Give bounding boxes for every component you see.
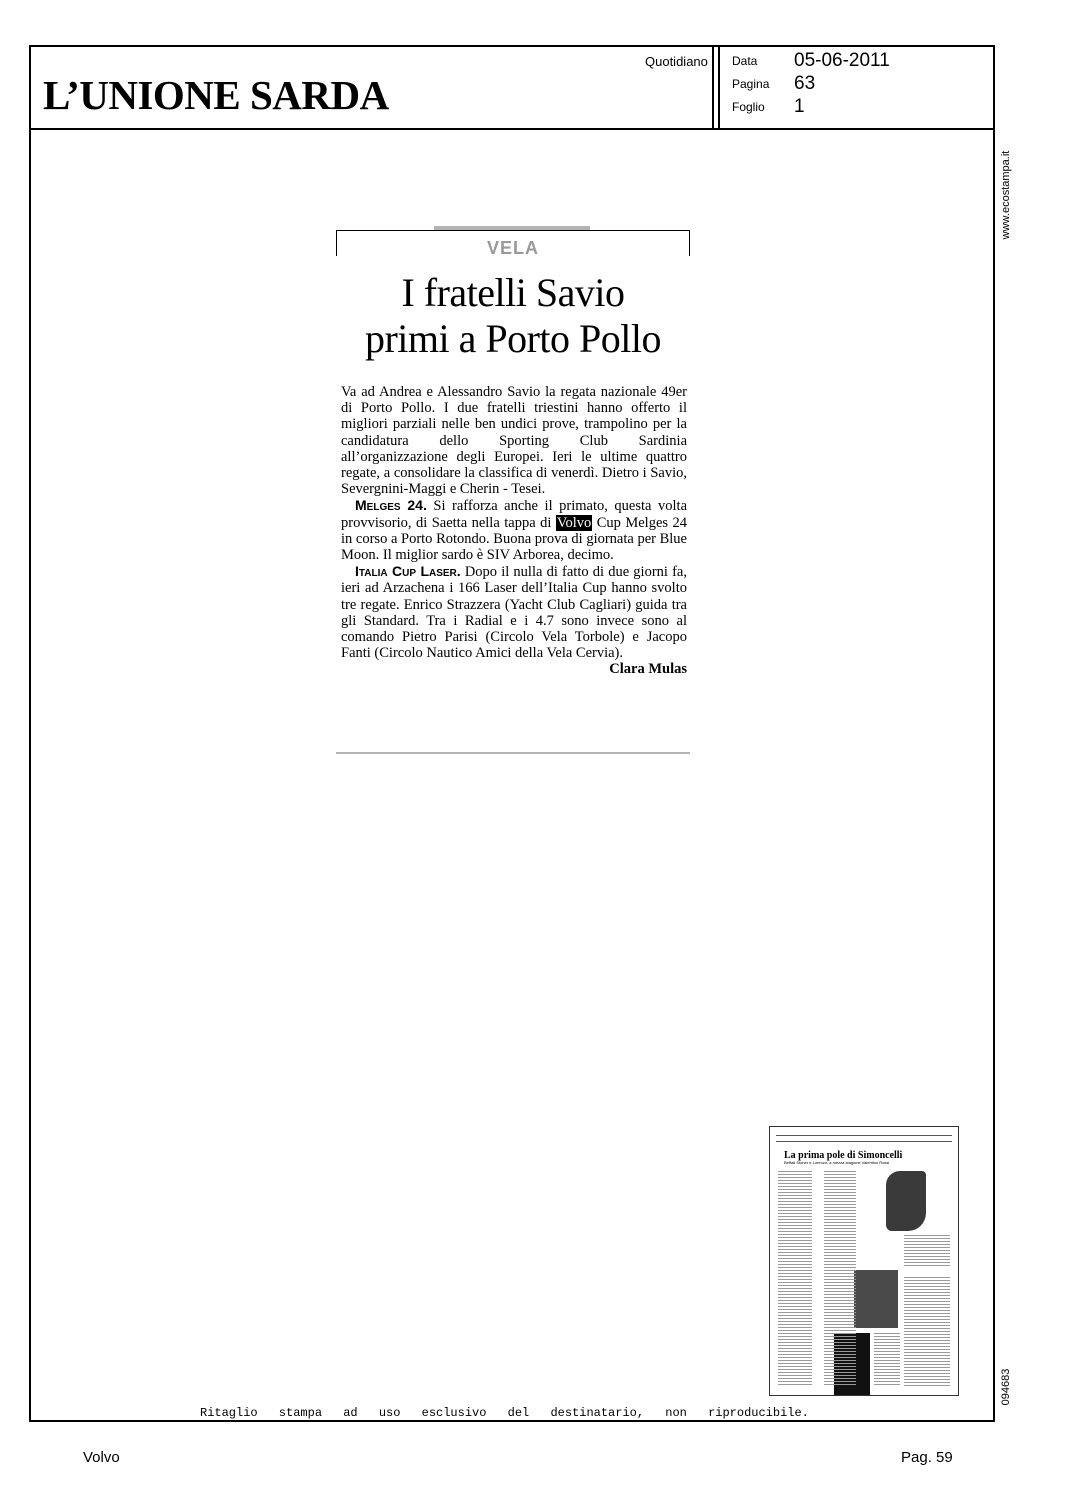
thumbnail-text-line: [824, 1255, 856, 1256]
thumbnail-text-line: [824, 1354, 856, 1355]
thumbnail-text-line: [874, 1363, 900, 1364]
thumbnail-text-line: [778, 1279, 812, 1280]
run-in-heading: Melges 24.: [355, 497, 427, 514]
footer-keyword: Volvo: [83, 1449, 120, 1466]
thumbnail-text-line: [824, 1339, 856, 1340]
side-code: [996, 1362, 1016, 1412]
thumbnail-text-line: [778, 1219, 812, 1220]
thumbnail-text-line: [904, 1313, 950, 1314]
thumbnail-photo: [854, 1270, 898, 1328]
page-thumbnail: [769, 1126, 959, 1396]
thumbnail-text-line: [778, 1210, 812, 1211]
thumbnail-text-line: [874, 1372, 900, 1373]
thumbnail-text-line: [824, 1315, 856, 1316]
thumbnail-text-line: [874, 1345, 900, 1346]
thumbnail-text-line: [778, 1318, 812, 1319]
thumbnail-title: La prima pole di Simoncelli: [784, 1150, 903, 1161]
thumbnail-text-line: [778, 1222, 812, 1223]
thumbnail-text-line: [904, 1370, 950, 1371]
thumbnail-text-line: [778, 1192, 812, 1193]
thumbnail-text-line: [778, 1333, 812, 1334]
article-paragraph: [341, 497, 687, 563]
thumbnail-text-line: [778, 1234, 812, 1235]
thumbnail-text-line: [778, 1384, 812, 1385]
thumbnail-text-line: [778, 1285, 812, 1286]
thumbnail-text-line: [778, 1348, 812, 1349]
thumbnail-text-line: [824, 1336, 856, 1337]
thumbnail-text-line: [824, 1231, 856, 1232]
thumbnail-text-line: [824, 1264, 856, 1265]
thumbnail-text-line: [904, 1352, 950, 1353]
thumbnail-text-line: [824, 1207, 856, 1208]
disclaimer: Ritaglio stampa ad uso esclusivo del destinatario, non riproducibile.: [200, 1406, 809, 1420]
thumbnail-text-line: [904, 1349, 950, 1350]
thumbnail-text-line: [778, 1276, 812, 1277]
thumbnail-text-line: [824, 1204, 856, 1205]
thumbnail-text-line: [904, 1331, 950, 1332]
thumbnail-text-line: [824, 1222, 856, 1223]
thumbnail-text-line: [824, 1186, 856, 1187]
thumbnail-text-line: [778, 1321, 812, 1322]
thumbnail-text-line: [778, 1360, 812, 1361]
thumbnail-text-line: [778, 1225, 812, 1226]
thumbnail-text-line: [824, 1303, 856, 1304]
thumbnail-text-line: [904, 1292, 950, 1293]
thumbnail-text-line: [904, 1238, 950, 1239]
thumbnail-text-line: [824, 1297, 856, 1298]
thumbnail-text-line: [778, 1228, 812, 1229]
thumbnail-text-line: [904, 1355, 950, 1356]
thumbnail-text-line: [778, 1357, 812, 1358]
thumbnail-text-line: [778, 1372, 812, 1373]
thumbnail-text-line: [778, 1183, 812, 1184]
thumbnail-text-line: [778, 1216, 812, 1217]
masthead: L’UNIONE SARDA: [43, 72, 389, 118]
thumbnail-text-line: [824, 1225, 856, 1226]
thumbnail-text-line: [778, 1189, 812, 1190]
thumbnail-text-line: [778, 1312, 812, 1313]
thumbnail-text-line: [778, 1339, 812, 1340]
thumbnail-text-line: [824, 1288, 856, 1289]
thumbnail-text-line: [874, 1366, 900, 1367]
thumbnail-text-line: [824, 1228, 856, 1229]
thumbnail-text-line: [904, 1253, 950, 1254]
thumbnail-text-line: [778, 1213, 812, 1214]
thumbnail-text-line: [874, 1348, 900, 1349]
thumbnail-text-line: [904, 1340, 950, 1341]
thumbnail-text-line: [824, 1249, 856, 1250]
thumbnail-text-line: [778, 1294, 812, 1295]
thumbnail-text-line: [904, 1307, 950, 1308]
thumbnail-text-line: [778, 1240, 812, 1241]
paragraph-text: Dopo il nulla di fatto di due giorni fa, ieri ad Arzachena i 166 Laser dell’Italia Cup hanno svolto tre regate. Enrico Strazzera (Yacht Club Cagliari) guida tra gli Standard. Tra i Radial e i 4.7 sono invece sono al comando Pietro Parisi (Circolo Vela Torbole) e Jacopo Fanti (Circolo Nautico Amici della Vela Cervia).: [341, 564, 687, 662]
thumbnail-text-line: [824, 1366, 856, 1367]
thumbnail-text-line: [824, 1309, 856, 1310]
thumbnail-text-line: [778, 1363, 812, 1364]
thumbnail-text-line: [874, 1360, 900, 1361]
thumbnail-text-line: [824, 1171, 856, 1172]
thumbnail-text-line: [824, 1381, 856, 1382]
thumbnail-text-line: [778, 1345, 812, 1346]
thumbnail-text-line: [824, 1201, 856, 1202]
thumbnail-text-line: [824, 1219, 856, 1220]
publication-type: Quotidiano: [645, 54, 708, 69]
thumbnail-text-line: [778, 1201, 812, 1202]
thumbnail-text-line: [904, 1367, 950, 1368]
side-code-text: 094683: [1000, 1368, 1012, 1406]
thumbnail-text-line: [904, 1316, 950, 1317]
thumbnail-text-line: [824, 1258, 856, 1259]
thumbnail-text-line: [904, 1328, 950, 1329]
thumbnail-text-line: [778, 1273, 812, 1274]
thumbnail-text-line: [824, 1267, 856, 1268]
article-bottom-rule: [336, 752, 690, 754]
paragraph-text: Si rafforza anche il primato, questa volta provvisorio, di Saetta nella tappa di: [341, 498, 687, 531]
thumbnail-text-line: [824, 1234, 856, 1235]
thumbnail-text-line: [904, 1289, 950, 1290]
thumbnail-text-line: [778, 1231, 812, 1232]
thumbnail-text-line: [778, 1186, 812, 1187]
thumbnail-text-line: [824, 1261, 856, 1262]
thumbnail-text-line: [874, 1378, 900, 1379]
paragraph-text: Cup Melges 24 in corso a Porto Rotondo. Buona prova di giornata per Blue Moon. Il miglior sardo è SIV Arborea, decimo.: [341, 514, 688, 564]
thumbnail-text-line: [778, 1174, 812, 1175]
thumbnail-text-line: [904, 1256, 950, 1257]
thumbnail-text-line: [874, 1351, 900, 1352]
thumbnail-text-line: [904, 1358, 950, 1359]
date-value: 05-06-2011: [794, 50, 890, 71]
thumbnail-text-line: [778, 1243, 812, 1244]
thumbnail-text-line: [904, 1250, 950, 1251]
side-url: [996, 140, 1016, 250]
thumbnail-text-line: [874, 1369, 900, 1370]
thumbnail-text-line: [904, 1265, 950, 1266]
thumbnail-text-line: [778, 1378, 812, 1379]
thumbnail-text-line: [874, 1375, 900, 1376]
thumbnail-text-line: [824, 1321, 856, 1322]
thumbnail-text-line: [778, 1270, 812, 1271]
thumbnail-text-line: [778, 1330, 812, 1331]
thumbnail-text-line: [824, 1345, 856, 1346]
thumbnail-text-line: [904, 1379, 950, 1380]
thumbnail-text-line: [824, 1270, 856, 1271]
thumbnail-text-line: [824, 1177, 856, 1178]
thumbnail-text-line: [904, 1247, 950, 1248]
thumbnail-text-line: [824, 1183, 856, 1184]
thumbnail-text-line: [824, 1369, 856, 1370]
thumbnail-text-line: [824, 1273, 856, 1274]
article-headline: [336, 270, 690, 362]
thumbnail-text-line: [824, 1312, 856, 1313]
thumbnail-text-line: [778, 1282, 812, 1283]
thumbnail-text-line: [824, 1195, 856, 1196]
thumbnail-text-line: [824, 1279, 856, 1280]
thumbnail-photo: [886, 1171, 926, 1231]
thumbnail-text-line: [778, 1342, 812, 1343]
thumbnail-text-line: [824, 1216, 856, 1217]
header-divider: [718, 47, 720, 130]
article-paragraph: Va ad Andrea e Alessandro Savio la regata nazionale 49er di Porto Pollo. I due fratelli triestini hanno offerto il migliori parziali nelle ben undici prove, trampolino per la candidatura dello Sporting Club Sardinia all’organizzazione degli Europei. Ieri le ultime quattro regate, a consolidare la classifica di venerdì. Dietro i Savio, Severgnini-Maggi e Cherin - Tesei.: [341, 384, 687, 498]
thumbnail-text-line: [824, 1210, 856, 1211]
thumbnail-text-line: [824, 1333, 856, 1334]
thumbnail-text-line: [824, 1357, 856, 1358]
thumbnail-text-line: [874, 1354, 900, 1355]
thumbnail-text-line: [824, 1180, 856, 1181]
thumbnail-rule: [776, 1135, 952, 1136]
thumbnail-text-line: [824, 1237, 856, 1238]
thumbnail-text-line: [778, 1195, 812, 1196]
date-label: Data: [732, 54, 758, 68]
thumbnail-text-line: [778, 1207, 812, 1208]
sheet-label: Foglio: [732, 100, 765, 114]
thumbnail-text-line: [778, 1375, 812, 1376]
thumbnail-text-line: [904, 1262, 950, 1263]
header-box: [29, 45, 995, 130]
thumbnail-text-line: [904, 1235, 950, 1236]
page-value: 63: [794, 73, 816, 94]
thumbnail-text-line: [904, 1286, 950, 1287]
thumbnail-text-line: [824, 1240, 856, 1241]
thumbnail-text-line: [824, 1198, 856, 1199]
thumbnail-text-line: [824, 1291, 856, 1292]
thumbnail-text-line: [874, 1381, 900, 1382]
header-divider: [712, 47, 714, 130]
thumbnail-text-line: [824, 1360, 856, 1361]
thumbnail-text-line: [778, 1309, 812, 1310]
highlighted-keyword: Volvo: [556, 514, 592, 531]
thumbnail-text-line: [824, 1342, 856, 1343]
thumbnail-text-line: [778, 1369, 812, 1370]
thumbnail-text-line: [824, 1243, 856, 1244]
thumbnail-text-line: [904, 1376, 950, 1377]
thumbnail-text-line: [824, 1282, 856, 1283]
thumbnail-text-line: [824, 1294, 856, 1295]
thumbnail-text-line: [778, 1354, 812, 1355]
footer-page-number: Pag. 59: [901, 1449, 953, 1466]
thumbnail-text-line: [778, 1261, 812, 1262]
thumbnail-text-line: [824, 1252, 856, 1253]
thumbnail-text-line: [778, 1171, 812, 1172]
sheet-value: 1: [794, 96, 805, 117]
run-in-heading: Italia Cup Laser.: [355, 563, 461, 580]
thumbnail-text-line: [824, 1300, 856, 1301]
thumbnail-text-line: [778, 1258, 812, 1259]
thumbnail-text-line: [904, 1283, 950, 1284]
thumbnail-text-line: [904, 1310, 950, 1311]
thumbnail-text-line: [824, 1213, 856, 1214]
thumbnail-text-line: [904, 1241, 950, 1242]
article-paragraph: [341, 563, 687, 661]
thumbnail-text-line: [824, 1174, 856, 1175]
thumbnail-text-line: [904, 1361, 950, 1362]
thumbnail-text-line: [904, 1304, 950, 1305]
thumbnail-text-line: [778, 1198, 812, 1199]
thumbnail-text-line: [874, 1333, 900, 1334]
thumbnail-text-line: [824, 1306, 856, 1307]
thumbnail-text-line: [778, 1204, 812, 1205]
thumbnail-text-line: [824, 1276, 856, 1277]
thumbnail-text-line: [778, 1324, 812, 1325]
thumbnail-text-line: [904, 1301, 950, 1302]
thumbnail-text-line: [824, 1189, 856, 1190]
thumbnail-text-line: [824, 1372, 856, 1373]
thumbnail-text-line: [778, 1336, 812, 1337]
thumbnail-text-line: [778, 1381, 812, 1382]
thumbnail-rule: [776, 1141, 952, 1142]
thumbnail-text-line: [904, 1277, 950, 1278]
thumbnail-text-line: [904, 1334, 950, 1335]
thumbnail-text-line: [904, 1244, 950, 1245]
thumbnail-text-line: [904, 1280, 950, 1281]
thumbnail-text-line: [778, 1327, 812, 1328]
thumbnail-text-line: [874, 1336, 900, 1337]
thumbnail-text-line: [824, 1285, 856, 1286]
thumbnail-text-line: [904, 1337, 950, 1338]
thumbnail-text-line: [824, 1378, 856, 1379]
thumbnail-text-line: [778, 1297, 812, 1298]
thumbnail-text-line: [904, 1373, 950, 1374]
thumbnail-text-line: [904, 1319, 950, 1320]
thumbnail-text-line: [778, 1264, 812, 1265]
thumbnail-text-line: [778, 1180, 812, 1181]
thumbnail-subtitle: Beffati Stoner e Lorenzo, a mezza stagione Valentino Rossi: [784, 1160, 890, 1165]
thumbnail-text-line: [824, 1246, 856, 1247]
thumbnail-text-line: [778, 1306, 812, 1307]
thumbnail-text-line: [824, 1384, 856, 1385]
thumbnail-text-line: [904, 1343, 950, 1344]
thumbnail-text-line: [778, 1267, 812, 1268]
thumbnail-text-line: [874, 1357, 900, 1358]
thumbnail-text-line: [778, 1255, 812, 1256]
thumbnail-text-line: [904, 1259, 950, 1260]
thumbnail-text-line: [824, 1375, 856, 1376]
thumbnail-text-line: [778, 1300, 812, 1301]
thumbnail-text-line: [874, 1384, 900, 1385]
byline: Clara Mulas: [609, 661, 687, 678]
headline-line: primi a Porto Pollo: [364, 316, 662, 361]
thumbnail-text-line: [824, 1351, 856, 1352]
thumbnail-text-line: [904, 1325, 950, 1326]
thumbnail-text-line: [778, 1315, 812, 1316]
thumbnail-text-line: [874, 1339, 900, 1340]
thumbnail-text-line: [904, 1364, 950, 1365]
article-body: [341, 384, 687, 678]
thumbnail-text-line: [824, 1363, 856, 1364]
thumbnail-text-line: [824, 1318, 856, 1319]
thumbnail-text-line: [778, 1366, 812, 1367]
side-url-text: www.ecostampa.it: [1000, 150, 1012, 240]
thumbnail-text-line: [824, 1330, 856, 1331]
thumbnail-text-line: [904, 1298, 950, 1299]
thumbnail-text-line: [778, 1351, 812, 1352]
thumbnail-text-line: [778, 1252, 812, 1253]
thumbnail-text-line: [824, 1192, 856, 1193]
thumbnail-text-line: [778, 1177, 812, 1178]
page-label: Pagina: [732, 77, 770, 91]
thumbnail-text-line: [904, 1385, 950, 1386]
thumbnail-text-line: [778, 1237, 812, 1238]
thumbnail-text-line: [904, 1322, 950, 1323]
thumbnail-text-line: [778, 1303, 812, 1304]
thumbnail-text-line: [904, 1382, 950, 1383]
headline-line: I fratelli Savio: [401, 270, 625, 315]
thumbnail-text-line: [778, 1246, 812, 1247]
thumbnail-text-line: [778, 1249, 812, 1250]
thumbnail-text-line: [904, 1346, 950, 1347]
article-kicker: VELA: [486, 238, 539, 258]
thumbnail-text-line: [778, 1291, 812, 1292]
thumbnail-text-line: [824, 1324, 856, 1325]
thumbnail-text-line: [824, 1327, 856, 1328]
thumbnail-text-line: [824, 1348, 856, 1349]
thumbnail-text-line: [778, 1288, 812, 1289]
thumbnail-text-line: [874, 1342, 900, 1343]
thumbnail-text-line: [904, 1295, 950, 1296]
